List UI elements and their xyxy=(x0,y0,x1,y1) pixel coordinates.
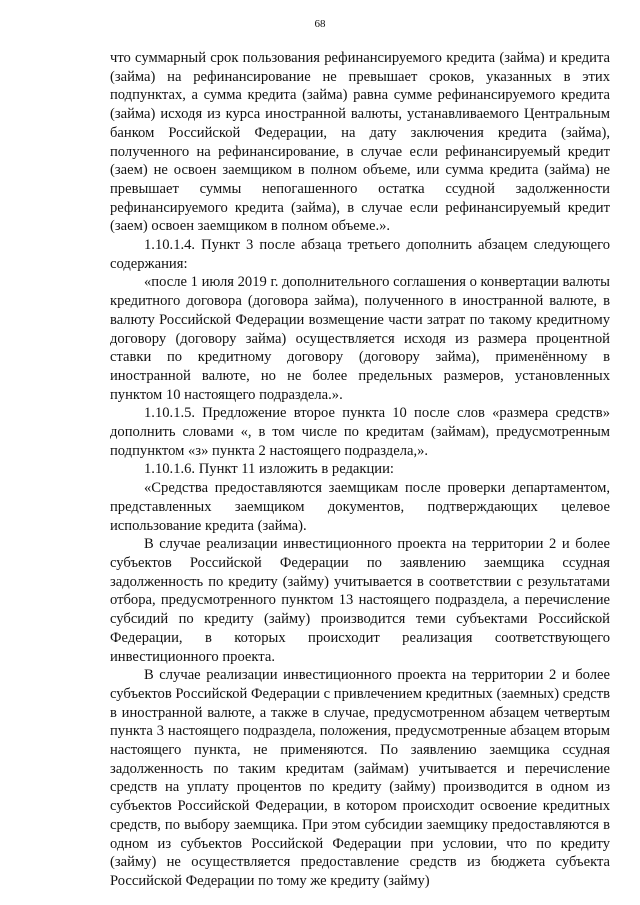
paragraph-foreign-currency: В случае реализации инвестиционного проекта на территории 2 и более субъектов Российской Федерации с привлечением кредитных (заемных) средств в иностранной валюте, а также в случае, предусмотренном абзацем четвертым пункта 3 настоящего подраздела, положения, предусмотренные абзацем вторым настоящего пункта, не применяются. По заявлению заемщика ссудная задолженность по таким кредитам (займам) учитывается и перечисление средств на уплату процентов по кредиту (займу) производится в одном из субъектов Российской Федерации, в котором происходит освоение кредитных средств, по выбору заемщика. При этом субсидии заемщику предоставляются в одном из субъектов Российской Федерации при условии, что по кредиту (займу) не осуществляется предоставление средств из бюджета субъекта Российской Федерации по тому же кредиту (займу) xyxy=(110,667,610,889)
paragraph-continuation: что суммарный срок пользования рефинансируемого кредита (займа) и кредита (займа) на рефинансирование не превышает сроков, указанных в этих подпунктах, а сумма кредита (займа) равна сумме рефинансируемого кредита (займа) исходя из курса иностранной валюты, устанавливаемого Центральным банком Российской Федерации, на дату заключения кредита (займа), полученного на рефинансирование, в случае если рефинансируемый кредит (заем) не освоен заемщиком в полном объеме, или сумма кредита (займа) не превышает суммы непогашенного остатка ссудной задолженности рефинансируемого кредита (займа), в случае если рефинансируемый кредит (заем) освоен заемщиком в полном объеме.». xyxy=(110,50,610,235)
paragraph-1-10-1-6: 1.10.1.6. Пункт 11 изложить в редакции: xyxy=(144,461,394,478)
paragraph-investment-project: В случае реализации инвестиционного проекта на территории 2 и более субъектов Российской Федерации по заявлению заемщика ссудная задолженность по кредиту (займу) учитывается в соответствии с результатами отбора, предусмотренного пунктом 13 настоящего подраздела, а перечисление субсидий по кредиту (займу) производится теми субъектами Российской Федерации, в которых происходит реализация соответствующего инвестиционного проекта. xyxy=(110,536,610,665)
paragraph-1-10-1-4: 1.10.1.4. Пункт 3 после абзаца третьего дополнить абзацем следующего содержания: xyxy=(110,237,610,272)
paragraph-quote-conversion: «после 1 июля 2019 г. дополнительного соглашения о конвертации валюты кредитного договора (договора займа), полученного в иностранной валюте, в валюту Российской Федерации возмещение части затрат по такому кредитному договору (договору займа) осуществляется исходя из размера процентной ставки по кредитному договору (договору займа), применённому в иностранной валюте, но не более предельных размеров, установленных пунктом 10 настоящего подраздела.». xyxy=(110,274,610,403)
document-body xyxy=(110,49,610,891)
paragraph-1-10-1-5: 1.10.1.5. Предложение второе пункта 10 после слов «размера средств» дополнить словами «, в том числе по кредитам (займам), предусмотренным подпунктом «з» пункта 2 настоящего подраздела,». xyxy=(110,405,610,459)
paragraph-quote-funds: «Средства предоставляются заемщикам после проверки департаментом, представленных заемщиком документов, подтверждающих целевое использование кредита (займа). xyxy=(110,480,610,534)
page-number: 68 xyxy=(314,18,326,30)
